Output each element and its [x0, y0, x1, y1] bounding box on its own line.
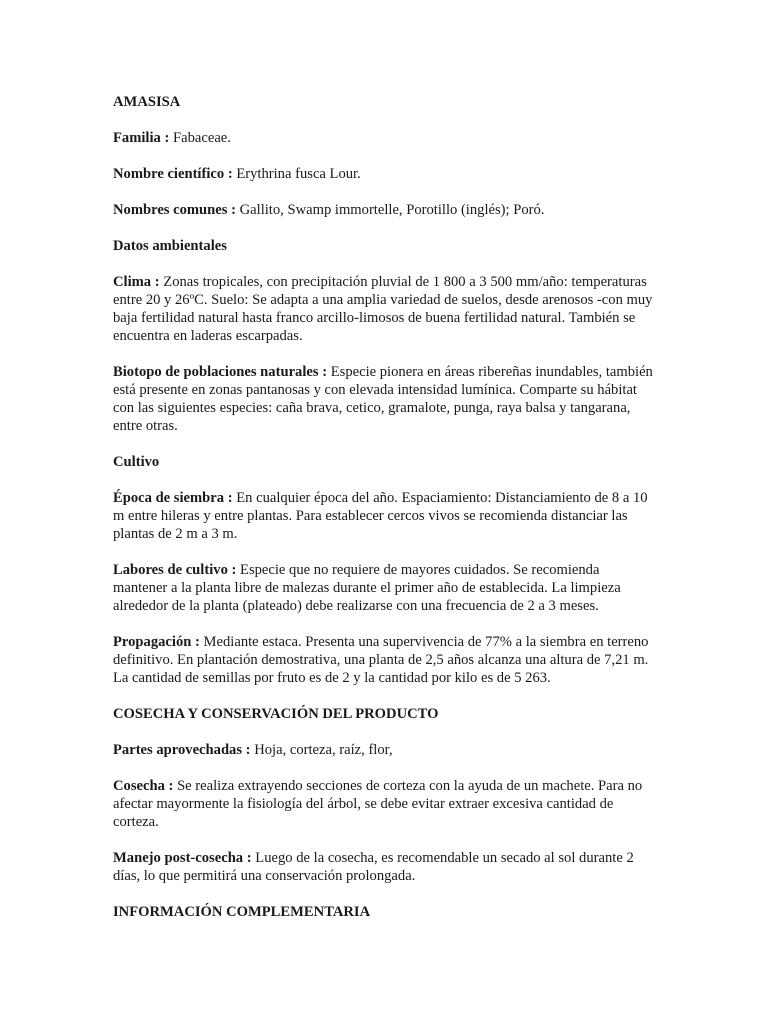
document-body [113, 93, 653, 939]
propagacion-label: Propagación : [113, 634, 200, 650]
informacion-complementaria-heading: INFORMACIÓN COMPLEMENTARIA [113, 904, 371, 920]
nombre-cientifico-paragraph [113, 165, 653, 183]
document-title: AMASISA [113, 94, 181, 110]
familia-value: Fabaceae. [173, 130, 231, 146]
partes-aprovechadas-label: Partes aprovechadas : [113, 742, 251, 758]
clima-paragraph [113, 273, 653, 345]
cosecha-conservacion-heading: COSECHA Y CONSERVACIÓN DEL PRODUCTO [113, 706, 439, 722]
labores-cultivo-paragraph [113, 561, 653, 615]
epoca-siembra-paragraph [113, 489, 653, 543]
nombres-comunes-value: Gallito, Swamp immortelle, Porotillo (inglés); Poró. [239, 202, 545, 218]
clima-value: Zonas tropicales, con precipitación pluvial de 1 800 a 3 500 mm/año: temperaturas entre 20 y 26ºC. Suelo: Se adapta a una amplia variedad de suelos, desde arenosos -con muy baja fertilidad natural hasta franco arcillo-limosos de buena fertilidad natural. También se encuentra en laderas escarpadas. [113, 274, 653, 344]
manejo-post-cosecha-value: Luego de la cosecha, es recomendable un secado al sol durante 2 días, lo que permitirá una conservación prolongada. [113, 850, 634, 884]
nombre-cientifico-label: Nombre científico : [113, 166, 233, 182]
labores-cultivo-value: Especie que no requiere de mayores cuidados. Se recomienda mantener a la planta libre de malezas durante el primer año de establecida. La limpieza alrededor de la planta (plateado) debe realizarse con una frecuencia de 2 a 3 meses. [113, 562, 621, 614]
partes-aprovechadas-paragraph [113, 741, 653, 759]
epoca-siembra-value: En cualquier época del año. Espaciamiento: Distanciamiento de 8 a 10 m entre hileras y entre plantas. Para establecer cercos vivos se recomienda distanciar las plantas de 2 m a 3 m. [113, 490, 648, 542]
cultivo-heading: Cultivo [113, 454, 160, 470]
propagacion-paragraph [113, 633, 653, 687]
labores-cultivo-label: Labores de cultivo : [113, 562, 237, 578]
cosecha-label: Cosecha : [113, 778, 174, 794]
datos-ambientales-heading: Datos ambientales [113, 238, 227, 254]
propagacion-value: Mediante estaca. Presenta una supervivencia de 77% a la siembra en terreno definitivo. En plantación demostrativa, una planta de 2,5 años alcanza una altura de 7,21 m. La cantidad de semillas por fruto es de 2 y la cantidad por kilo es de 5 263. [113, 634, 649, 686]
cosecha-paragraph [113, 777, 653, 831]
biotopo-paragraph [113, 363, 653, 435]
biotopo-label: Biotopo de poblaciones naturales : [113, 364, 328, 380]
familia-label: Familia : [113, 130, 170, 146]
nombres-comunes-label: Nombres comunes : [113, 202, 236, 218]
manejo-post-cosecha-label: Manejo post-cosecha : [113, 850, 252, 866]
biotopo-value: Especie pionera en áreas ribereñas inundables, también está presente en zonas pantanosas y con elevada intensidad lumínica. Comparte su hábitat con las siguientes especies: caña brava, cetico, gramalote, punga, raya balsa y tangarana, entre otras. [113, 364, 653, 434]
partes-aprovechadas-value: Hoja, corteza, raíz, flor, [254, 742, 393, 758]
manejo-post-cosecha-paragraph [113, 849, 653, 885]
clima-label: Clima : [113, 274, 160, 290]
cosecha-value: Se realiza extrayendo secciones de corteza con la ayuda de un machete. Para no afectar mayormente la fisiología del árbol, se debe evitar extraer excesiva cantidad de corteza. [113, 778, 643, 830]
familia-paragraph [113, 129, 653, 147]
nombre-cientifico-value: Erythrina fusca Lour. [236, 166, 361, 182]
epoca-siembra-label: Época de siembra : [113, 490, 233, 506]
nombres-comunes-paragraph [113, 201, 653, 219]
